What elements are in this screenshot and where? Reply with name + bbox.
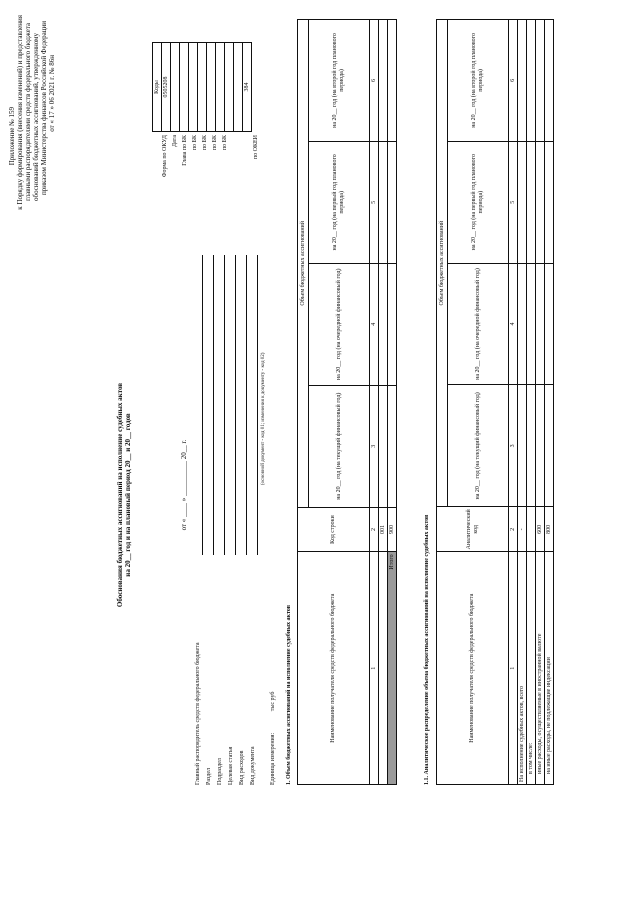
codes-value — [207, 43, 216, 132]
table-cell — [518, 385, 527, 507]
codes-value — [180, 43, 189, 132]
table-row-label: На исполнение судебных актов, всего — [518, 552, 527, 785]
codes-value — [234, 43, 243, 132]
codes-value — [216, 43, 225, 132]
field-label: Главный распорядитель средств федерального бюджета — [195, 642, 201, 785]
s1-header-group: Объем бюджетных ассигнований — [298, 20, 309, 508]
codes-label: по БК — [202, 135, 208, 151]
table-cell — [388, 20, 397, 142]
s1-num: 2 — [370, 507, 379, 552]
field-label: Вид документа — [250, 746, 256, 785]
field-underline — [224, 255, 225, 555]
s1-num: 6 — [370, 20, 379, 142]
appendix-line: к Порядку формирования (внесения изменений) и представления — [16, 15, 24, 210]
s1-num: 1 — [370, 552, 379, 785]
s11-header-name: Наименование получателя средств федерального бюджета — [437, 552, 509, 785]
codes-table — [152, 42, 252, 132]
section1-table — [297, 19, 397, 785]
okei-label: по ОКЕИ — [253, 135, 259, 160]
table-cell — [379, 20, 388, 142]
field-label: Раздел — [206, 768, 212, 785]
table-cell — [379, 263, 388, 385]
s11-header-col3: на 20__ год (на текущий финансовый год) — [448, 385, 509, 507]
s1-header-col3: на 20__ год (на текущий финансовый год) — [309, 385, 370, 507]
codes-value: 0505208 — [162, 43, 171, 132]
table-cell — [545, 263, 554, 385]
unit-row — [270, 185, 281, 785]
table-cell — [388, 385, 397, 507]
s11-header-code: Аналитический код — [437, 507, 509, 552]
s1-header-code: Код строки — [298, 507, 370, 552]
s1-header-col4: на 20__ год (на очередной финансовый год) — [309, 263, 370, 385]
s1-header-col5: на 20__ год (на первый год планового периода) — [309, 141, 370, 263]
table-cell — [536, 20, 545, 142]
document-date-line: от « ____ » __________ 20__ г. — [180, 439, 188, 531]
field-underline — [202, 255, 203, 555]
document-title-line1: Обоснования бюджетных ассигнований на исполнение судебных актов — [116, 382, 124, 608]
table-cell — [379, 141, 388, 263]
field-label: Целевая статья — [228, 746, 234, 785]
s11-num: 3 — [509, 385, 518, 507]
unit-label: Единица измерения: — [270, 732, 276, 785]
table-cell — [545, 141, 554, 263]
appendix-block — [8, 15, 56, 345]
table-cell — [388, 141, 397, 263]
field-row — [250, 185, 261, 785]
table-cell — [527, 385, 536, 507]
s11-header-col4: на 20__ год (на очередной финансовый год) — [448, 263, 509, 385]
fields-block — [195, 185, 281, 785]
codes-value — [225, 43, 234, 132]
codes-value — [189, 43, 198, 132]
appendix-line: обоснований бюджетных ассигнований, утвержденному — [32, 33, 40, 201]
codes-header: Коды — [153, 43, 162, 132]
table-cell — [527, 20, 536, 142]
unit-value: тыс руб — [270, 691, 276, 712]
field-underline — [235, 255, 236, 555]
s1-num: 3 — [370, 385, 379, 507]
codes-value — [198, 43, 207, 132]
table-cell — [379, 385, 388, 507]
s11-num: 1 — [509, 552, 518, 785]
table-row-label: на иные расходы, не подлежащие индексации — [545, 552, 554, 785]
total-code: 900 — [388, 507, 397, 552]
table-row-code: 600 — [536, 507, 545, 552]
s11-num: 6 — [509, 20, 518, 142]
section1-title: 1. Объем бюджетных ассигнований на исполнение судебных актов — [286, 605, 292, 785]
table-row-code: 001 — [379, 507, 388, 552]
table-row-label: иные расходы, осуществляемые в иностранной валюте — [536, 552, 545, 785]
field-label: Вид расходов — [239, 750, 245, 785]
codes-label: по БК — [212, 135, 218, 151]
table-cell — [545, 385, 554, 507]
field-row — [228, 185, 239, 785]
table-row-name — [379, 552, 388, 785]
table-cell — [527, 263, 536, 385]
table-cell — [536, 263, 545, 385]
document-title-line2: на 20__ год и на плановый период 20__ и 20__ годов — [124, 413, 132, 577]
codes-label: Форма по ОКУД — [162, 135, 168, 178]
field-underline — [246, 255, 247, 555]
total-label: Итого — [388, 552, 397, 785]
table-row-code — [527, 507, 536, 552]
field-underline — [213, 255, 214, 555]
table-cell — [518, 263, 527, 385]
s11-header-group: Объем бюджетных ассигнований — [437, 20, 448, 507]
s11-header-col5: на 20__ год (на первый год планового периода) — [448, 141, 509, 263]
appendix-line: главными распорядителями средств федерального бюджета — [24, 23, 32, 201]
section11-title: 1.1. Аналитическое распределение объема бюджетных ассигнований на исполнение судебных актов — [424, 514, 430, 785]
table-cell — [518, 141, 527, 263]
table-cell — [388, 263, 397, 385]
codes-value — [171, 43, 180, 132]
s1-num: 5 — [370, 141, 379, 263]
codes-label: по БК — [192, 135, 198, 151]
table-row-code: - — [518, 507, 527, 552]
field-row — [206, 185, 217, 785]
s11-header-col6: на 20__ год (на второй год планового периода) — [448, 20, 509, 142]
table-cell — [536, 141, 545, 263]
table-row-label: в том числе: — [527, 552, 536, 785]
codes-label: по БК — [222, 135, 228, 151]
table-cell — [527, 141, 536, 263]
codes-label: Глава по БК — [182, 135, 188, 166]
table-row-code: 800 — [545, 507, 554, 552]
s11-num: 2 — [509, 507, 518, 552]
codes-okei-value: 384 — [243, 43, 252, 132]
s11-num: 4 — [509, 263, 518, 385]
section11-table — [436, 19, 554, 785]
field-row — [217, 185, 228, 785]
field-row — [195, 185, 206, 785]
field-row — [239, 185, 250, 785]
appendix-line: приказом Министерства финансов Российской Федерации — [40, 21, 48, 195]
document-title — [116, 285, 132, 705]
table-cell — [518, 20, 527, 142]
appendix-line: от « 17 » 06 2021 г. № 86н — [48, 55, 56, 132]
s1-header-name: Наименование получателя средств федерального бюджета — [298, 552, 370, 785]
table-cell — [545, 20, 554, 142]
appendix-title: Приложение № 159 — [8, 107, 16, 166]
codes-label: Дата — [172, 135, 178, 147]
s11-num: 5 — [509, 141, 518, 263]
field-label: Подраздел — [217, 758, 223, 785]
field-underline — [257, 255, 258, 555]
s1-header-col6: на 20__ год (на второй год планового периода) — [309, 20, 370, 142]
table-cell — [536, 385, 545, 507]
s1-num: 4 — [370, 263, 379, 385]
field-note: (основной документ - код 01; изменения к документу - код 02) — [261, 352, 266, 485]
